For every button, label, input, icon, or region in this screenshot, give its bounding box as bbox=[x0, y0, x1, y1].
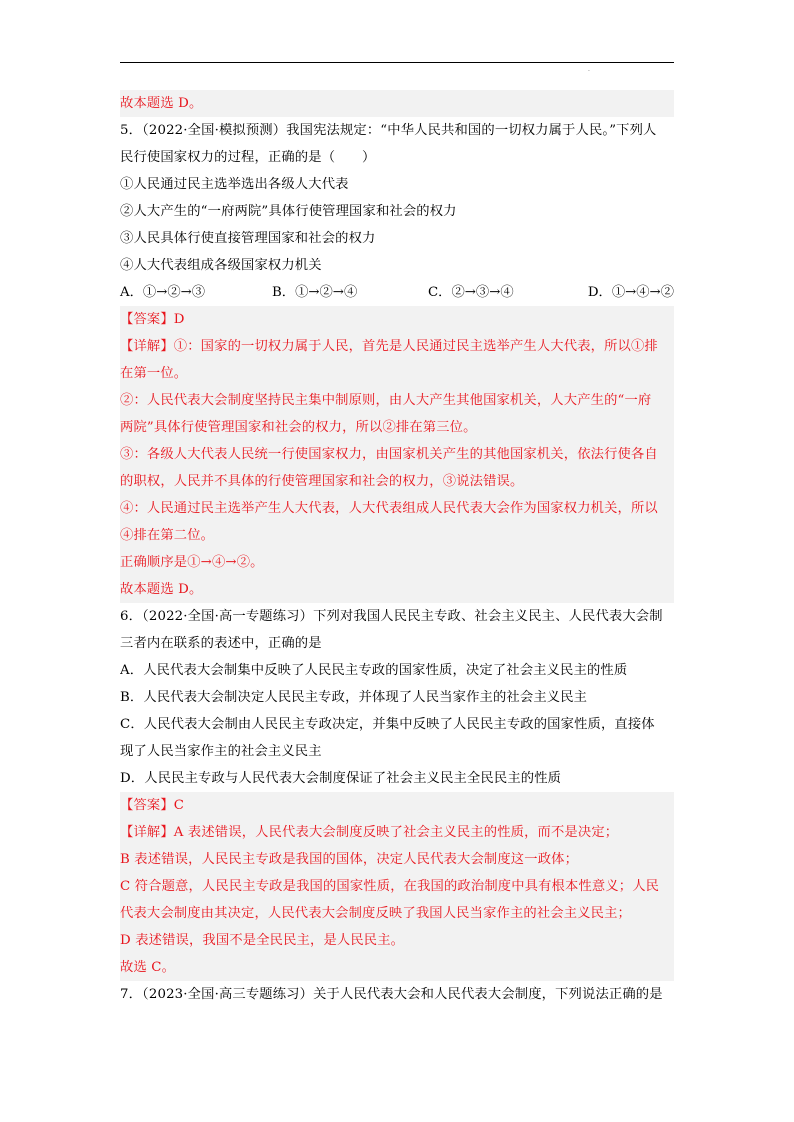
q5-item-3: ③人民具体行使直接管理国家和社会的权力 bbox=[120, 231, 376, 246]
q5-stem-line-1: 5．（2022·全国·模拟预测）我国宪法规定：“中华人民共和国的一切权力属于人民。”下列人 bbox=[120, 123, 657, 138]
q5-explain-line-3: ②：人民代表大会制度坚持民主集中制原则，由人大产生其他国家机关，人大产生的“一府 bbox=[120, 387, 674, 414]
q5-option-c: C．②→③→④ bbox=[428, 285, 514, 300]
q5-explain-line-10: 故本题选 D。 bbox=[120, 576, 674, 603]
header-rule bbox=[120, 62, 674, 63]
q5-explain-line-9: 正确顺序是①→④→②。 bbox=[120, 549, 674, 576]
q5-option-a: A．①→②→③ bbox=[120, 285, 206, 300]
q5-options bbox=[120, 279, 674, 306]
header-dot: . bbox=[588, 66, 590, 73]
q5-explain-line-8: ④排在第二位。 bbox=[120, 522, 674, 549]
q6-answer: 【答案】C bbox=[120, 792, 674, 819]
q5-explain-line-6: 的职权，人民并不具体的行使管理国家和社会的权力，③说法错误。 bbox=[120, 468, 674, 495]
page-content bbox=[120, 90, 674, 1008]
q6-stem-line-2: 三者内在联系的表述中，正确的是 bbox=[120, 636, 322, 651]
q6-option-c-line-2: 现了人民当家作主的社会主义民主 bbox=[120, 744, 322, 759]
q6-stem-line-1: 6．（2022·全国·高一专题练习）下列对我国人民民主专政、社会主义民主、人民代表大会制 bbox=[120, 609, 663, 624]
q6-explain-line-5: D 表述错误，我国不是全民民主，是人民民主。 bbox=[120, 927, 674, 954]
q5-option-b: B．①→②→④ bbox=[272, 285, 358, 300]
q6-option-c-line-1: C．人民代表大会制由人民民主专政决定，并集中反映了人民民主专政的国家性质，直接体 bbox=[120, 717, 655, 732]
prev-question-conclusion: 故本题选 D。 bbox=[120, 90, 674, 117]
q5-item-1: ①人民通过民主选举选出各级人大代表 bbox=[120, 177, 349, 192]
q5-explain-line-1: 【详解】①：国家的一切权力属于人民，首先是人民通过民主选举产生人大代表，所以①排 bbox=[120, 333, 674, 360]
q5-explain-line-2: 在第一位。 bbox=[120, 360, 674, 387]
q7-stem-line-1: 7．（2023·全国·高三专题练习）关于人民代表大会和人民代表大会制度，下列说法正确的是 bbox=[120, 987, 663, 1002]
q5-stem-line-2: 民行使国家权力的过程，正确的是（ ） bbox=[120, 150, 376, 165]
q5-explain-line-7: ④：人民通过民主选举产生人大代表，人大代表组成人民代表大会作为国家权力机关，所以 bbox=[120, 495, 674, 522]
q6-option-b: B．人民代表大会制决定人民民主专政，并体现了人民当家作主的社会主义民主 bbox=[120, 690, 588, 705]
q6-option-a: A．人民代表大会制集中反映了人民民主专政的国家性质，决定了社会主义民主的性质 bbox=[120, 663, 628, 678]
q6-explain-line-2: B 表述错误，人民民主专政是我国的国体，决定人民代表大会制度这一政体； bbox=[120, 846, 674, 873]
q5-item-2: ②人大产生的“一府两院”具体行使管理国家和社会的权力 bbox=[120, 204, 457, 219]
q6-explain-line-6: 故选 C。 bbox=[120, 954, 674, 981]
q5-item-4: ④人大代表组成各级国家权力机关 bbox=[120, 258, 322, 273]
q6-explain-line-1: 【详解】A 表述错误，人民代表大会制度反映了社会主义民主的性质，而不是决定； bbox=[120, 819, 674, 846]
q6-explain-line-4: 代表大会制度由其决定，人民代表大会制度反映了我国人民当家作主的社会主义民主； bbox=[120, 900, 674, 927]
q5-answer: 【答案】D bbox=[120, 306, 674, 333]
q5-explain-line-4: 两院”具体行使管理国家和社会的权力，所以②排在第三位。 bbox=[120, 414, 674, 441]
q6-option-d: D．人民民主专政与人民代表大会制度保证了社会主义民主全民民主的性质 bbox=[120, 771, 562, 786]
q6-explain-line-3: C 符合题意，人民民主专政是我国的国家性质，在我国的政治制度中具有根本性意义；人民 bbox=[120, 873, 674, 900]
q5-option-d: D．①→④→② bbox=[587, 285, 674, 300]
q5-explain-line-5: ③：各级人大代表人民统一行使国家权力，由国家机关产生的其他国家机关，依法行使各自 bbox=[120, 441, 674, 468]
